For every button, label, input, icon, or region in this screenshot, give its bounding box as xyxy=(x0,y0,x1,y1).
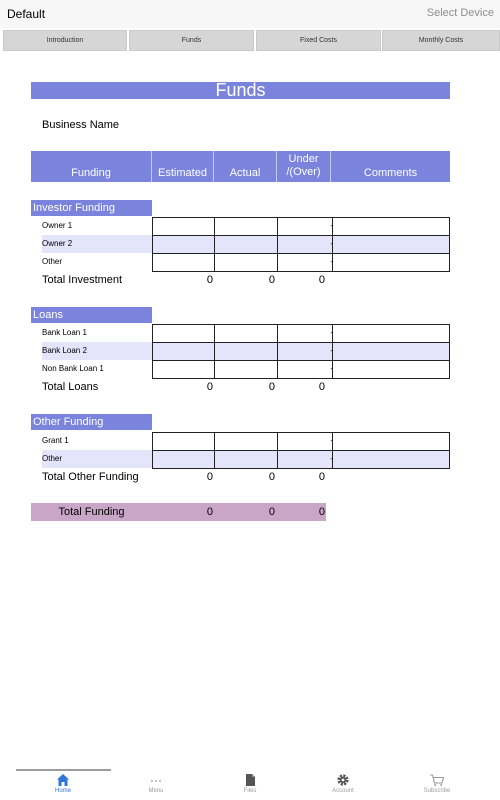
section-other-funding: Other Funding xyxy=(31,414,152,430)
nav-subscribe[interactable] xyxy=(407,770,467,800)
row-label-bank-loan-1: Bank Loan 1 xyxy=(42,328,87,337)
actual-input[interactable] xyxy=(214,360,278,379)
total-other-under-over: 0 xyxy=(318,471,325,483)
comments-input[interactable] xyxy=(332,217,450,236)
row-label-non-bank-loan-1: Non Bank Loan 1 xyxy=(42,364,104,373)
app-title: Default xyxy=(7,7,46,21)
estimated-input[interactable] xyxy=(152,324,215,343)
nav-menu[interactable] xyxy=(126,770,186,800)
comments-input[interactable] xyxy=(332,342,450,361)
header-under-over: Under /(Over) xyxy=(277,151,331,182)
estimated-input[interactable] xyxy=(152,342,215,361)
section-loans: Loans xyxy=(31,307,152,323)
estimated-input[interactable] xyxy=(152,360,215,379)
sheet-title: Funds xyxy=(31,82,450,99)
estimated-input[interactable] xyxy=(152,235,215,254)
nav-label: Subscribe xyxy=(423,788,451,794)
total-other-actual: 0 xyxy=(268,471,275,483)
tab-fixed-costs[interactable]: Fixed Costs xyxy=(256,30,381,51)
under-over-value: - xyxy=(330,328,333,337)
home-icon xyxy=(56,773,70,787)
row-label-grant-1: Grant 1 xyxy=(42,436,69,445)
total-funding-estimated: 0 xyxy=(206,506,213,518)
tab-funds[interactable]: Funds xyxy=(129,30,254,51)
estimated-input[interactable] xyxy=(152,450,215,469)
comments-input[interactable] xyxy=(332,235,450,254)
comments-input[interactable] xyxy=(332,253,450,272)
total-loans-actual: 0 xyxy=(268,381,275,393)
under-over-value: - xyxy=(330,454,333,463)
total-investment-actual: 0 xyxy=(268,274,275,286)
actual-input[interactable] xyxy=(214,235,278,254)
actual-input[interactable] xyxy=(214,342,278,361)
actual-input[interactable] xyxy=(214,432,278,451)
actual-input[interactable] xyxy=(214,450,278,469)
estimated-input[interactable] xyxy=(152,253,215,272)
total-investment-under-over: 0 xyxy=(318,274,325,286)
file-icon xyxy=(243,773,257,787)
row-label-other: Other xyxy=(42,454,63,463)
comments-input[interactable] xyxy=(332,450,450,469)
nav-home[interactable] xyxy=(33,770,93,800)
under-over-value: - xyxy=(330,257,333,266)
total-other-estimated: 0 xyxy=(206,471,213,483)
total-funding-actual: 0 xyxy=(268,506,275,518)
section-investor-funding: Investor Funding xyxy=(31,200,152,216)
estimated-input[interactable] xyxy=(152,217,215,236)
total-funding-under-over: 0 xyxy=(318,506,325,518)
row-label-owner-2: Owner 2 xyxy=(42,239,73,248)
comments-input[interactable] xyxy=(332,324,450,343)
comments-input[interactable] xyxy=(332,360,450,379)
under-over-value: - xyxy=(330,436,333,445)
total-other-funding-label: Total Other Funding xyxy=(42,471,139,483)
under-over-value: - xyxy=(330,221,333,230)
header-estimated: Estimated xyxy=(152,151,214,182)
header-funding: Funding xyxy=(31,151,152,182)
nav-label: Account xyxy=(332,788,354,794)
nav-label: Menu xyxy=(148,788,164,794)
header-comments: Comments xyxy=(331,151,450,182)
select-device-button[interactable]: Select Device xyxy=(426,7,494,19)
nav-files[interactable] xyxy=(220,770,280,800)
cart-icon xyxy=(429,773,445,787)
nav-account[interactable] xyxy=(313,770,373,800)
row-label-other: Other xyxy=(42,257,63,266)
tab-monthly-costs[interactable]: Monthly Costs xyxy=(382,30,500,51)
business-name-label: Business Name xyxy=(42,119,120,131)
actual-input[interactable] xyxy=(214,253,278,272)
under-over-value: - xyxy=(330,239,333,248)
sheet-tabs xyxy=(3,30,500,52)
total-investment-label: Total Investment xyxy=(42,274,123,286)
top-bar xyxy=(0,0,500,28)
tab-introduction[interactable]: Introduction xyxy=(3,30,127,51)
more-icon xyxy=(149,773,163,787)
row-label-bank-loan-2: Bank Loan 2 xyxy=(42,346,87,355)
total-funding-label: Total Funding xyxy=(58,506,125,518)
total-loans-under-over: 0 xyxy=(318,381,325,393)
estimated-input[interactable] xyxy=(152,432,215,451)
nav-label: Files xyxy=(243,788,257,794)
comments-input[interactable] xyxy=(332,432,450,451)
nav-label: Home xyxy=(54,788,71,794)
actual-input[interactable] xyxy=(214,324,278,343)
gear-icon xyxy=(336,773,350,787)
actual-input[interactable] xyxy=(214,217,278,236)
under-over-value: - xyxy=(330,346,333,355)
header-actual: Actual xyxy=(214,151,277,182)
total-investment-estimated: 0 xyxy=(206,274,213,286)
total-loans-label: Total Loans xyxy=(42,381,99,393)
row-label-owner-1: Owner 1 xyxy=(42,221,73,230)
under-over-value: - xyxy=(330,364,333,373)
total-loans-estimated: 0 xyxy=(206,381,213,393)
